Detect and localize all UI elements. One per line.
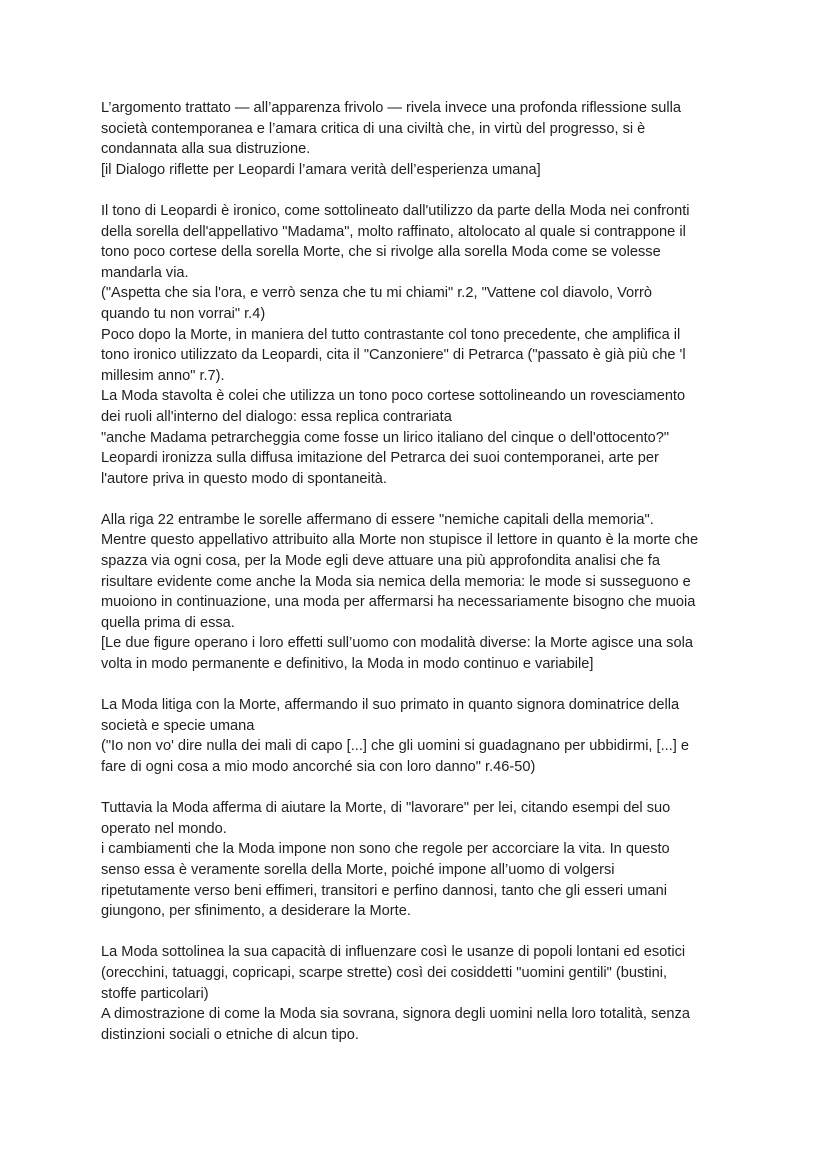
paragraph-influence xyxy=(101,942,729,1045)
text-line: volta in modo permanente e definitivo, la Moda in modo continuo e variabile] xyxy=(101,656,594,673)
text-line: Il tono di Leopardi è ironico, come sottolineato dall'utilizzo da parte della Moda nei confronti xyxy=(101,202,690,219)
text-line: La Moda litiga con la Morte, affermando il suo primato in quanto signora dominatrice della xyxy=(101,697,680,714)
paragraph-spacer xyxy=(101,489,729,510)
text-line: Poco dopo la Morte, in maniera del tutto contrastante col tono precedente, che amplifica il xyxy=(101,326,681,343)
text-line: L’argomento trattato — all’apparenza frivolo — rivela invece una profonda riflessione sulla xyxy=(101,100,682,116)
text-line: Mentre questo appellativo attribuito alla Morte non stupisce il lettore in quanto è la morte che xyxy=(101,532,699,549)
text-line: mandarla via. xyxy=(101,264,189,281)
text-line: operato nel mondo. xyxy=(101,820,227,837)
text-line: ("Aspetta che sia l'ora, e verrò senza che tu mi chiami" r.2, "Vattene col diavolo, Vorrò xyxy=(101,285,652,302)
paragraph-tone xyxy=(101,201,729,489)
text-line: [Le due figure operano i loro effetti sull’uomo con modalità diverse: la Morte agisce una sola xyxy=(101,635,693,652)
text-line: spazza via ogni cosa, per la Mode egli deve attuare una più approfondita analisi che fa xyxy=(101,553,660,570)
paragraph-spacer xyxy=(101,922,729,943)
paragraph-spacer xyxy=(101,180,729,201)
text-line: La Moda sottolinea la sua capacità di influenzare così le usanze di popoli lontani ed esotici xyxy=(101,944,686,961)
text-line: i cambiamenti che la Moda impone non sono che regole per accorciare la vita. In questo xyxy=(101,841,670,858)
paragraph-spacer xyxy=(101,675,729,696)
text-line: La Moda stavolta è colei che utilizza un tono poco cortese sottolineando un rovesciamento xyxy=(101,388,686,405)
text-line: risultare evidente come anche la Moda sia nemica della memoria: le mode si susseguono e xyxy=(101,573,691,590)
text-line: distinzioni sociali o etniche di alcun tipo. xyxy=(101,1026,359,1043)
paragraph-memory xyxy=(101,510,729,675)
text-line: A dimostrazione di come la Moda sia sovrana, signora degli uomini nella loro totalità, senza xyxy=(101,1006,690,1023)
text-line: ripetutamente verso beni effimeri, transitori e perfino dannosi, tanto che gli esseri umani xyxy=(101,882,667,899)
text-line: (orecchini, tatuaggi, copricapi, scarpe strette) così dei cosiddetti "uomini gentili" (bustini, xyxy=(101,964,667,981)
paragraph-spacer xyxy=(101,778,729,799)
text-line: società e specie umana xyxy=(101,717,255,734)
text-line: tono ironico utilizzato da Leopardi, cita il "Canzoniere" di Petrarca ("passato è già più che 'l xyxy=(101,347,686,364)
paragraph-primacy xyxy=(101,695,729,777)
text-line: condannata alla sua distruzione. xyxy=(101,141,311,158)
text-line: dei ruoli all'interno del dialogo: essa replica contrariata xyxy=(101,408,452,425)
paragraph-help xyxy=(101,798,729,922)
text-line: quella prima di essa. xyxy=(101,614,235,631)
text-line: quando tu non vorrai" r.4) xyxy=(101,305,266,322)
text-line: fare di ogni cosa a mio modo ancorché sia con loro danno" r.46-50) xyxy=(101,759,536,775)
text-line: giungono, per sfinimento, a desiderare la Morte. xyxy=(101,903,411,920)
text-line: ("Io non vo' dire nulla dei mali di capo [...] che gli uomini si guadagnano per ubbidirmi, [...] e xyxy=(101,738,689,755)
text-line: Alla riga 22 entrambe le sorelle affermano di essere "nemiche capitali della memoria". xyxy=(101,511,654,528)
text-line: Tuttavia la Moda afferma di aiutare la Morte, di "lavorare" per lei, citando esempi del suo xyxy=(101,800,671,817)
text-line: Leopardi ironizza sulla diffusa imitazione del Petrarca dei suoi contemporanei, arte per xyxy=(101,450,659,467)
text-line: senso essa è veramente sorella della Morte, poiché impone all’uomo di volgersi xyxy=(101,861,615,878)
text-line: tono poco cortese della sorella Morte, che si rivolge alla sorella Moda come se volesse xyxy=(101,244,661,261)
text-line: della sorella dell'appellativo "Madama", molto raffinato, altolocato al quale si contrappone il xyxy=(101,223,686,240)
document-body xyxy=(101,98,729,1045)
text-line: società contemporanea e l’amara critica di una civiltà che, in virtù del progresso, si è xyxy=(101,120,646,137)
text-line: "anche Madama petrarcheggia come fosse un lirico italiano del cinque o dell'ottocento?" xyxy=(101,429,670,446)
text-line: millesim anno" r.7). xyxy=(101,367,225,384)
text-line: l'autore priva in questo modo di spontaneità. xyxy=(101,470,387,487)
text-line: muoiono in continuazione, una moda per affermarsi ha necessariamente bisogno che muoia xyxy=(101,594,696,611)
text-line: [il Dialogo riflette per Leopardi l’amara verità dell’esperienza umana] xyxy=(101,161,541,178)
paragraph-intro xyxy=(101,98,729,180)
text-line: stoffe particolari) xyxy=(101,985,209,1002)
